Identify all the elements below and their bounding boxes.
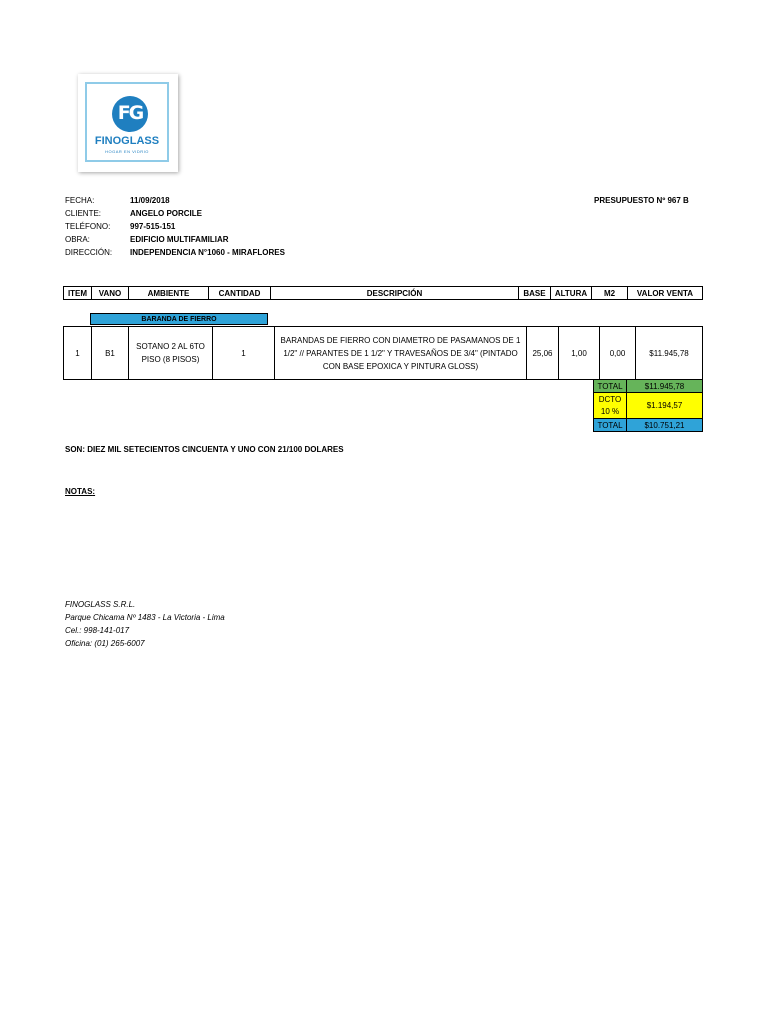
cell-descripcion: BARANDAS DE FIERRO CON DIAMETRO DE PASAMANOS DE 1 1/2" // PARANTES DE 1 1/2" Y TRAVESAÑOS DE 3/4" (PINTADO CON BASE EPOXICA Y PINTURA GLOSS) — [275, 327, 527, 380]
cell-valor: $11.945,78 — [636, 327, 703, 380]
col-valor-venta: VALOR VENTA — [628, 287, 703, 300]
subtotal-label: TOTAL — [594, 380, 627, 393]
total-label: TOTAL — [594, 419, 627, 432]
direccion-value: INDEPENDENCIA N°1060 - MIRAFLORES — [130, 248, 285, 257]
table-header — [63, 286, 703, 300]
notes-heading: NOTAS: — [65, 487, 96, 496]
col-altura: ALTURA — [551, 287, 592, 300]
fecha-label: FECHA: — [65, 196, 95, 205]
budget-number: PRESUPUESTO Nº 967 B — [594, 196, 689, 205]
discount-value: $1.194,57 — [627, 393, 703, 419]
logo-monogram: FG — [117, 102, 143, 124]
total-value: $10.751,21 — [627, 419, 703, 432]
company-logo — [78, 74, 178, 172]
table-row — [64, 327, 703, 380]
subtotal-value: $11.945,78 — [627, 380, 703, 393]
col-m2: M2 — [592, 287, 628, 300]
cell-m2: 0,00 — [600, 327, 636, 380]
fecha-value: 11/09/2018 — [130, 196, 170, 205]
section-title: BARANDA DE FIERRO — [90, 313, 268, 325]
col-cantidad: CANTIDAD — [209, 287, 271, 300]
cell-base: 25,06 — [527, 327, 559, 380]
col-vano: VANO — [92, 287, 129, 300]
footer-cel: Cel.: 998-141-017 — [65, 626, 130, 635]
footer-office: Oficina: (01) 265-6007 — [65, 639, 145, 648]
discount-label: DCTO 10 % — [594, 393, 627, 419]
cell-altura: 1,00 — [559, 327, 600, 380]
footer-company: FINOGLASS S.R.L. — [65, 600, 136, 609]
col-base: BASE — [519, 287, 551, 300]
logo-emblem — [112, 96, 148, 132]
totals-table — [593, 379, 703, 432]
items-table — [63, 326, 703, 380]
telefono-value: 997-515-151 — [130, 222, 176, 231]
col-descripcion: DESCRIPCIÓN — [271, 287, 519, 300]
cliente-label: CLIENTE: — [65, 209, 102, 218]
cell-vano: B1 — [92, 327, 129, 380]
col-item: ITEM — [64, 287, 92, 300]
logo-name: FINOGLASS — [94, 135, 160, 147]
obra-label: OBRA: — [65, 235, 90, 244]
direccion-label: DIRECCIÓN: — [65, 248, 113, 257]
obra-value: EDIFICIO MULTIFAMILIAR — [130, 235, 229, 244]
logo-tagline: HOGAR EN VIDRIO — [105, 149, 149, 154]
telefono-label: TELÉFONO: — [65, 222, 111, 231]
col-ambiente: AMBIENTE — [129, 287, 209, 300]
cell-ambiente: SOTANO 2 AL 6TO PISO (8 PISOS) — [129, 327, 213, 380]
cell-item: 1 — [64, 327, 92, 380]
amount-in-words: SON: DIEZ MIL SETECIENTOS CINCUENTA Y UNO CON 21/100 DOLARES — [65, 445, 344, 454]
notes-label: NOTAS — [65, 487, 93, 496]
cliente-value: ANGELO PORCILE — [130, 209, 203, 218]
logo-frame — [85, 82, 169, 162]
cell-cantidad: 1 — [213, 327, 275, 380]
footer-address: Parque Chicama Nº 1483 - La Victoria - Lima — [65, 613, 225, 622]
